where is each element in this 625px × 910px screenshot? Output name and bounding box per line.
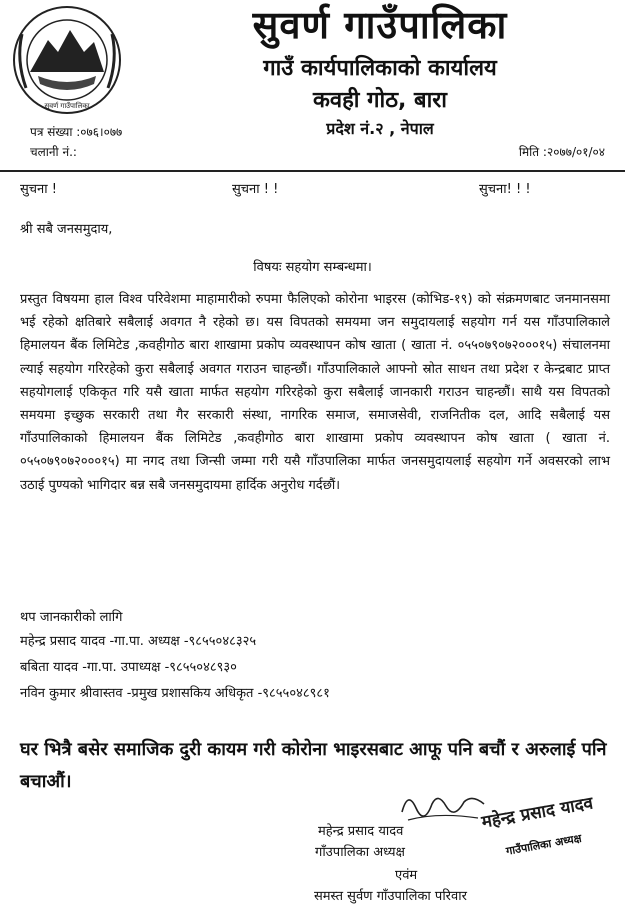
body-paragraph: प्रस्तुत विषयमा हाल विश्व परिवेशमा माहामारीको रुपमा फैलिएको कोरोना भाइरस (कोभिड-१९) को संक्रमणबाट जनमानसमा भई रहेको क्षतिबारे सबैलाई अवगत नै रहेको छ। यस विपतको समयमा जन समुदायलाई सहयोग गर्न यस गाँउपालिकाले हिमालयन बैंक लिमिटेड ,कवहीगोठ बारा शाखामा प्रकोप व्यवस्थापन कोष खाता ( खाता नं. ०५५०७९०७२०००१५) संचालनमा ल्याई सहयोग गरिरहेको कुरा सबैलाई अवगत गराउन चाहन्छौं। गाँउपालिकाले आफ्नो स्रोत साधन तथा प्रदेश र केन्द्रबाट प्राप्त सहयोगलाई एकिकृत गरि यसै खाता मार्फत सहयोग गरिरहेको कुरा सबैलाई जानकारी गराउन चाहन्छौं। साथै यस विपतको समयमा इच्छुक सरकारी तथा गैर सरकारी संस्था, नागरिक समाज, समाजसेवी, राजनितीक दल, आदि सबैलाई यस गाँउपालिकाको हिमालयन बैंक लिमिटेड ,कवहीगोठ बारा शाखामा प्रकोप व्यवस्थापन कोष खाता ( खाता नं. ०५५०७९०७२०००१५) मा नगद तथा जिन्सी जम्मा गरी यसै गाँउपालिका मार्फत जनसमुदायलाई सहयोग गर्ने अवसरको लाभ उठाई पुण्यको भागिदार बन्न सबै जनसमुदायमा हार्दिक अनुरोध गर्दछौं। [20,292,610,493]
signatory-name: महेन्द्र प्रसाद यादव [318,824,404,839]
notice-label-3: सुचना! ! ! [479,182,531,197]
municipality-emblem [8,4,126,116]
salutation: श्री सबै जनसमुदाय, [20,222,113,237]
appeal-message: घर भित्रै बसेर समाजिक दुरी कायम गरी कोरोना भाइरसबाट आफू पनि बचौं र अरुलाई पनि बचाऔं। [20,739,607,792]
contact-person: नविन कुमार श्रीवास्तव -प्रमुख प्रशासकिय अधिकृत -९८५५०४८९८१ [20,686,330,701]
letter-number: पत्र संख्या :०७६।०७७ [30,125,123,139]
notice-label-1: सुचना ! [20,182,57,197]
province-line: प्रदेश नं.२ , नेपाल [326,119,434,138]
municipality-title: सुवर्ण गाउँपालिका [252,3,508,47]
official-stamp-role: गाउँपालिका अध्यक्ष [505,831,583,858]
municipality-family: समस्त सुर्वण गाँउपालिका परिवार [314,889,467,904]
contact-heading: थप जानकारीको लागि [20,610,123,625]
official-stamp-name: महेन्द्र प्रसाद यादव [480,793,595,833]
signatory-role: गाँउपालिका अध्यक्ष [315,845,405,860]
emblem-text: सुवर्ण गाउँपालिका [44,102,90,110]
conjunction-text: एवंम [395,868,418,883]
contact-person: महेन्द्र प्रसाद यादव -गा.पा. अध्यक्ष -९८५५०४८३२५ [20,634,257,649]
notice-label-2: सुचना ! ! [232,182,279,197]
header-divider [0,170,625,172]
dispatch-number: चलानी नं.: [30,145,77,159]
office-name: गाउँ कार्यपालिकाको कार्यालय [263,56,497,81]
letter-date: मिति :२०७७/०१/०४ [518,145,605,159]
contact-person: बबिता यादव -गा.पा. उपाध्यक्ष -९८५५०४८९३० [20,660,237,675]
handwritten-signature [398,782,488,830]
office-address: कवही गोठ, बारा [312,88,447,113]
subject-line: विषयः सहयोग सम्बन्धमा। [253,260,372,275]
